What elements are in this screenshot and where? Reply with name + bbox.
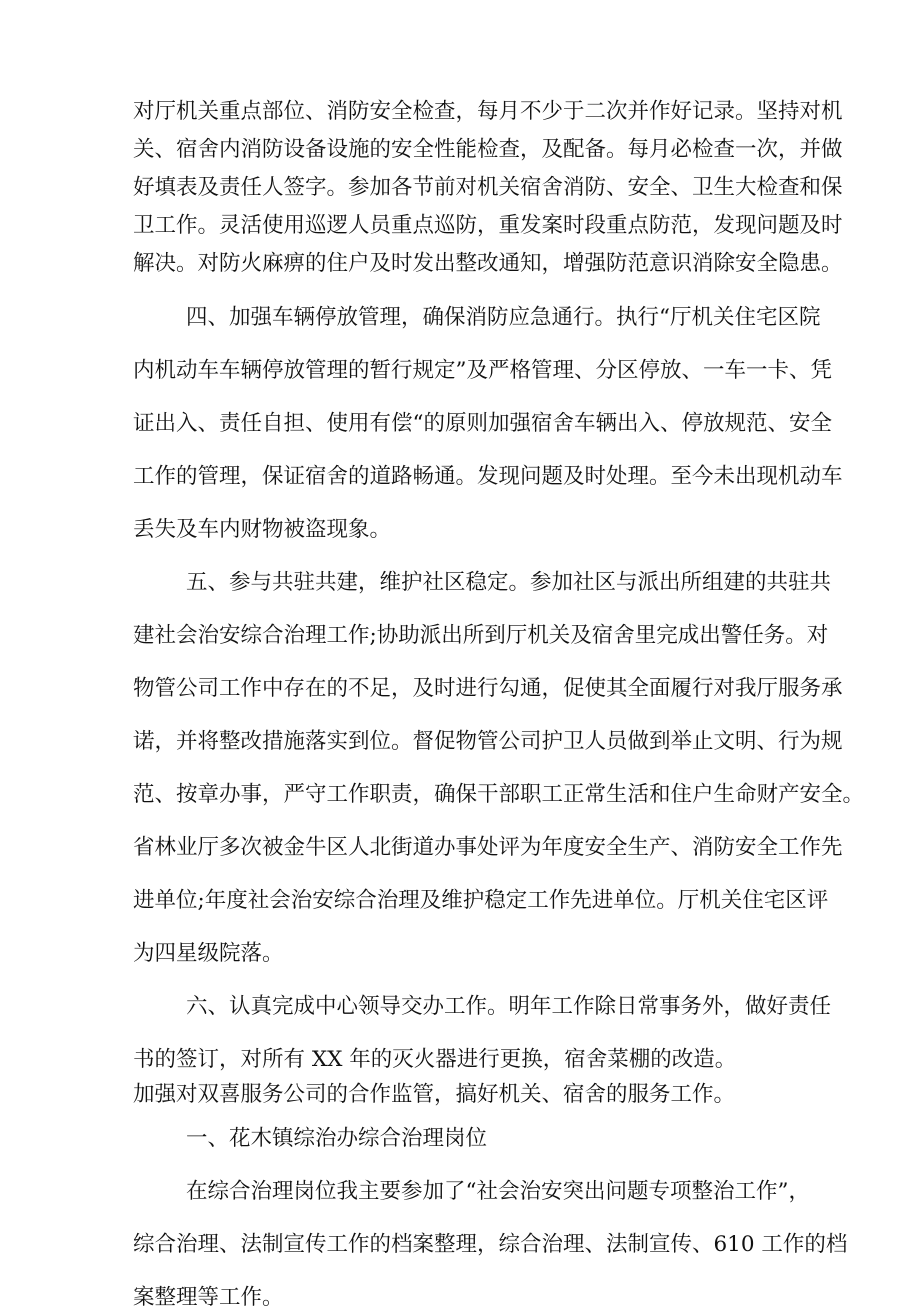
paragraph-line: 证出入、责任自担、使用有偿“的原则加强宿舍车辆出入、停放规范、安全: [133, 411, 832, 436]
paragraph-line: 省林业厅多次被金牛区人北街道办事处评为年度安全生产、消防安全工作先: [133, 835, 843, 860]
section-heading-line: 五、参与共驻共建，维护社区稳定。参加社区与派出所组建的共驻共: [186, 570, 832, 595]
paragraph-line: 工作的管理，保证宿舍的道路畅通。发现问题及时处理。至今未出现机动车: [133, 464, 843, 489]
paragraph-line: 关、宿舍内消防设备设施的安全性能检查，及配备。每月必检查一次，并做: [133, 137, 843, 162]
paragraph-line: 对厅机关重点部位、消防安全检查，每月不少于二次并作好记录。坚持对机: [133, 99, 843, 124]
paragraph-line: 诺，并将整改措施落实到位。督促物管公司护卫人员做到举止文明、行为规: [133, 729, 843, 754]
paragraph-line: 好填表及责任人签字。参加各节前对机关宿舍消防、安全、卫生大检查和保: [133, 175, 843, 200]
paragraph-line: 加强对双喜服务公司的合作监管，搞好机关、宿舍的服务工作。: [133, 1082, 736, 1107]
section-heading-line: 一、花木镇综治办综合治理岗位: [186, 1126, 488, 1151]
paragraph-line: 进单位;年度社会治安综合治理及维护稳定工作先进单位。厅机关住宅区评: [133, 888, 829, 913]
paragraph-line: 案整理等工作。: [133, 1285, 284, 1310]
paragraph-line: 建社会治安综合治理工作;协助派出所到厅机关及宿舍里完成出警任务。对: [133, 623, 829, 648]
paragraph-line: 丢失及车内财物被盗现象。: [133, 517, 392, 542]
section-heading-line: 四、加强车辆停放管理，确保消防应急通行。执行“厅机关住宅区院: [186, 305, 821, 330]
paragraph-line: 物管公司工作中存在的不足，及时进行勾通，促使其全面履行对我厅服务承: [133, 676, 843, 701]
paragraph-line: 在综合治理岗位我主要参加了“社会治安突出问题专项整治工作”，: [186, 1179, 810, 1204]
paragraph-line: 为四星级院落。: [133, 941, 284, 966]
paragraph-line: 综合治理、法制宣传工作的档案整理，综合治理、法制宣传、610 工作的档: [133, 1232, 848, 1257]
paragraph-line: 卫工作。灵活使用巡逻人员重点巡防，重发案时段重点防范，发现问题及时: [133, 213, 843, 238]
section-heading-line: 六、认真完成中心领导交办工作。明年工作除日常事务外，做好责任: [186, 994, 832, 1019]
paragraph-line: 书的签订，对所有 XX 年的灭火器进行更换，宿舍菜棚的改造。: [133, 1047, 737, 1072]
paragraph-line: 解决。对防火麻痹的住户及时发出整改通知，增强防范意识消除安全隐患。: [133, 251, 843, 276]
paragraph-line: 内机动车车辆停放管理的暂行规定”及严格管理、分区停放、一车一卡、凭: [133, 358, 832, 383]
paragraph-line: 范、按章办事，严守工作职责，确保干部职工正常生活和住户生命财产安全。: [133, 782, 865, 807]
